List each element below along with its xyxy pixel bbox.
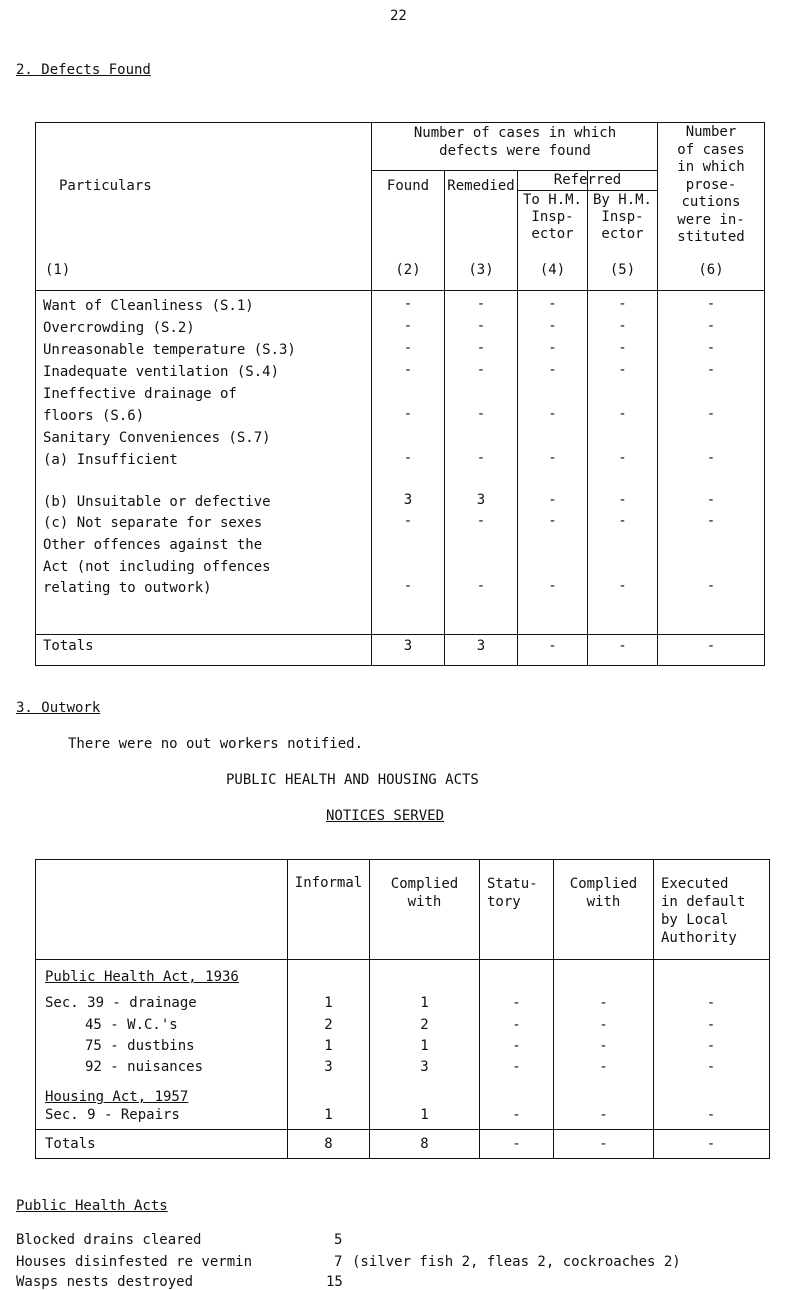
housing-act-label: Housing Act, 1957 — [45, 1089, 189, 1105]
outwork-text: There were no out workers notified. — [68, 736, 364, 752]
pha-item-value: 15 — [326, 1274, 343, 1290]
housing-row-label: Sec. 9 - Repairs — [45, 1107, 180, 1123]
pha-item-value: 5 — [334, 1232, 343, 1248]
defect-row-by: - — [618, 578, 627, 594]
notice-row-label: 75 - dustbins — [85, 1038, 195, 1054]
acts-heading: PUBLIC HEALTH AND HOUSING ACTS — [226, 772, 479, 788]
totals-found: 3 — [403, 638, 413, 654]
section-defects-title: 2. Defects Found — [16, 62, 151, 78]
defect-row-remedied: - — [476, 296, 486, 312]
pha-item-label: Houses disinfested re vermin — [16, 1254, 253, 1270]
defect-row-pros: - — [706, 340, 716, 356]
notice-row-complied1: 2 — [420, 1017, 429, 1033]
notices-totals-executed: - — [706, 1136, 716, 1152]
defect-row-label: Inadequate ventilation (S.4) — [43, 364, 280, 380]
col-label-2: (2) — [395, 262, 421, 278]
defect-row-pros: - — [706, 492, 716, 508]
notices-table — [35, 859, 770, 1159]
defect-row-to: - — [548, 362, 557, 378]
notices-header-executed: Executed in default by Local Authority — [661, 876, 746, 946]
totals-remedied: 3 — [476, 638, 486, 654]
defect-row-label: (c) Not separate for sexes — [43, 515, 263, 531]
header-remedied: Remedied — [447, 178, 515, 194]
pha-section-title: Public Health Acts — [16, 1198, 168, 1214]
notice-row-statutory: - — [512, 1038, 521, 1054]
notices-totals-statutory: - — [512, 1136, 521, 1152]
notice-row-complied2: - — [599, 1059, 608, 1075]
notice-row-informal: 1 — [324, 995, 333, 1011]
defect-row-to: - — [548, 296, 557, 312]
defect-row-found: - — [403, 362, 413, 378]
defect-row-to: - — [548, 405, 557, 422]
defect-row-pros: - — [706, 513, 716, 529]
defect-row-found: - — [403, 513, 413, 529]
notice-row-executed: - — [706, 1038, 716, 1054]
notice-row-executed: - — [706, 1017, 716, 1033]
defect-row-label: (b) Unsuitable or defective — [43, 494, 271, 510]
defect-row-found: - — [403, 449, 413, 466]
notices-header-complied-informal: Complied with — [390, 876, 459, 910]
col-label-5: (5) — [609, 262, 636, 278]
defect-row-pros: - — [706, 578, 716, 594]
col-label-3: (3) — [468, 262, 494, 278]
pha-item-label: Blocked drains cleared — [16, 1232, 202, 1248]
defect-row-found: 3 — [403, 492, 413, 508]
totals-by-hm: - — [618, 638, 627, 654]
housing-row-statutory: - — [512, 1107, 521, 1123]
defect-row-remedied: - — [476, 318, 486, 334]
notice-row-informal: 3 — [324, 1059, 333, 1075]
housing-row-executed: - — [706, 1107, 716, 1123]
housing-row-complied1: 1 — [420, 1107, 429, 1123]
housing-row-informal: 1 — [324, 1107, 333, 1123]
col-label-4: (4) — [539, 262, 566, 278]
defect-row-remedied: - — [476, 362, 486, 378]
defect-row-by: - — [618, 513, 627, 529]
defect-row-found: - — [403, 340, 413, 356]
totals-prosecutions: - — [706, 638, 716, 654]
notice-row-executed: - — [706, 1059, 716, 1075]
defect-row-remedied: - — [476, 449, 486, 466]
defect-row-label: Unreasonable temperature (S.3) — [43, 342, 296, 358]
header-number-of-cases: Number of cases in which defects were found — [413, 125, 617, 159]
notice-row-complied2: - — [599, 1038, 608, 1054]
notice-row-complied1: 1 — [420, 995, 429, 1011]
notice-row-complied1: 1 — [420, 1038, 429, 1054]
pha-item-value: 7 — [334, 1254, 343, 1270]
notice-row-complied1: 3 — [420, 1059, 429, 1075]
defect-row-found: - — [403, 296, 413, 312]
defect-row-found: - — [403, 318, 413, 334]
defect-row-to: - — [548, 578, 557, 594]
notice-row-label: 45 - W.C.'s — [85, 1017, 178, 1033]
defect-row-found: - — [403, 405, 413, 422]
defect-row-pros: - — [706, 362, 716, 378]
col-label-1: (1) — [45, 262, 71, 278]
public-health-act-label: Public Health Act, 1936 — [45, 969, 239, 985]
defect-row-pros: - — [706, 296, 716, 312]
header-prosecutions: Number of cases in which prose- cutions were in- stituted — [677, 124, 745, 245]
col-label-6: (6) — [698, 262, 724, 278]
notices-totals-label: Totals — [45, 1136, 96, 1152]
defect-row-to: - — [548, 449, 557, 466]
defect-row-to: - — [548, 492, 557, 508]
defect-row-by: - — [618, 449, 627, 466]
notices-totals-complied2: - — [599, 1136, 608, 1152]
defects-table — [35, 122, 765, 666]
defect-row-remedied: 3 — [476, 492, 486, 508]
defect-row-remedied: - — [476, 578, 486, 594]
defect-row-label: Want of Cleanliness (S.1) — [43, 298, 254, 314]
notices-totals-informal: 8 — [324, 1136, 333, 1152]
notice-row-executed: - — [706, 995, 716, 1011]
defect-row-label: Ineffective drainage of floors (S.6) — [43, 386, 237, 424]
defect-row-found: - — [403, 578, 413, 594]
notice-row-label: Sec. 39 - drainage — [45, 995, 197, 1011]
notices-header-statutory: Statu- tory — [487, 876, 538, 910]
defect-row-pros: - — [706, 449, 716, 466]
notices-header-complied-statutory: Complied with — [569, 876, 638, 910]
defect-row-to: - — [548, 340, 557, 356]
pha-item-label: Wasps nests destroyed — [16, 1274, 194, 1290]
defect-row-remedied: - — [476, 513, 486, 529]
defect-row-by: - — [618, 296, 627, 312]
totals-to-hm: - — [548, 638, 557, 654]
defect-row-by: - — [618, 362, 627, 378]
notice-row-statutory: - — [512, 1059, 521, 1075]
defect-row-to: - — [548, 513, 557, 529]
totals-label: Totals — [43, 638, 94, 654]
header-referred: Referred — [553, 172, 622, 188]
header-by-hm-inspector: By H.M. Insp- ector — [592, 192, 652, 242]
header-to-hm-inspector: To H.M. Insp- ector — [522, 192, 582, 242]
header-particulars: Particulars — [59, 178, 152, 194]
defect-row-remedied: - — [476, 340, 486, 356]
notice-row-informal: 2 — [324, 1017, 333, 1033]
defect-row-pros: - — [706, 405, 716, 422]
defect-row-label: Other offences against the Act (not including offences relating to outwork) — [43, 537, 271, 596]
notice-row-informal: 1 — [324, 1038, 333, 1054]
defect-row-by: - — [618, 405, 627, 422]
page-number: 22 — [390, 8, 407, 24]
notice-row-statutory: - — [512, 995, 521, 1011]
notices-heading: NOTICES SERVED — [326, 808, 445, 824]
defect-row-remedied: - — [476, 405, 486, 422]
notice-row-complied2: - — [599, 1017, 608, 1033]
defect-row-pros: - — [706, 318, 716, 334]
notice-row-statutory: - — [512, 1017, 521, 1033]
defect-row-label: Overcrowding (S.2) — [43, 320, 195, 336]
section-outwork-title: 3. Outwork — [16, 700, 101, 716]
pha-item-note: (silver fish 2, fleas 2, cockroaches 2) — [352, 1254, 681, 1270]
notice-row-complied2: - — [599, 995, 608, 1011]
defect-row-to: - — [548, 318, 557, 334]
defect-row-label: Sanitary Conveniences (S.7) (a) Insufficient — [43, 430, 271, 468]
defect-row-by: - — [618, 340, 627, 356]
defect-row-by: - — [618, 492, 627, 508]
notice-row-label: 92 - nuisances — [85, 1059, 204, 1075]
defect-row-by: - — [618, 318, 627, 334]
notices-totals-complied1: 8 — [420, 1136, 429, 1152]
notices-header-informal: Informal — [294, 875, 363, 891]
housing-row-complied2: - — [599, 1107, 608, 1123]
header-found: Found — [386, 178, 430, 194]
